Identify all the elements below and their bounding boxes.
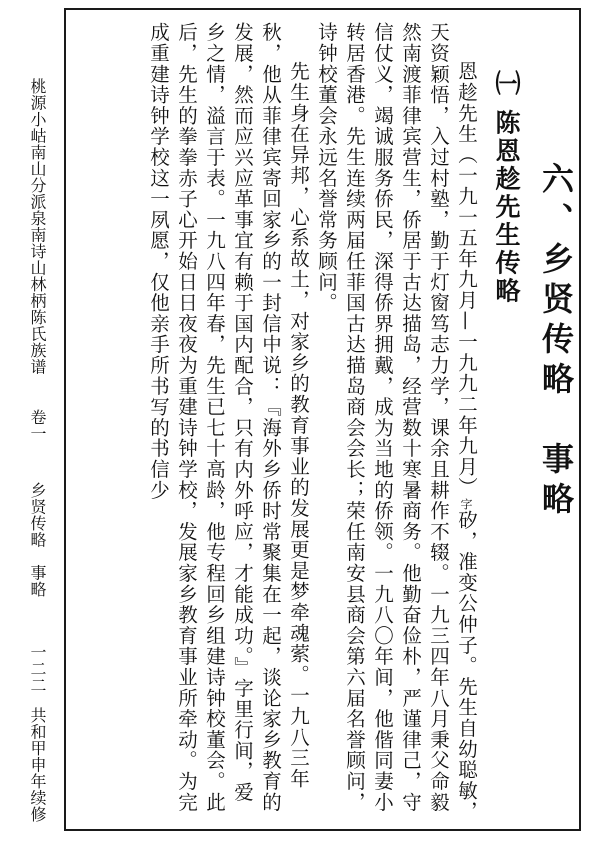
inline-note: 字 — [459, 497, 473, 510]
volume-label: 卷一 — [28, 409, 47, 442]
paragraph-1 — [312, 22, 480, 822]
chapter-title: 六、乡贤传略 事略 — [537, 162, 575, 522]
main-text — [66, 22, 576, 822]
page-number: 一二二 — [28, 643, 47, 693]
paragraph-2: 先生身在异邦，心系故土，对家乡的教育事业的发展更是梦牵魂萦。一九八三年秋，他从菲律宾寄回家乡的一封信中说：『海外乡侨时常聚集在一起，谈论家乡教育的发展，然而应兴应革事宜有赖于国内配合，只有内外呼应，才能成功。』字里行间，爱乡之情，溢言于表。一九八四年春，先生已七十高龄，他专程回乡组建诗钟校董会。此后，先生的拳拳赤子心开始日日夜夜为重建诗钟学校，发展家乡教育事业所牵动。为完成重建诗钟学校这一夙愿，仅他亲手所书写的书信少 — [147, 22, 310, 813]
paragraph-1-lead: 恩趁先生（一九一五年九月—一九九二年九月） — [455, 61, 478, 498]
paragraph-1-body: 矽，准变公仲子。先生自幼聪敏，天资颖悟，入过村塾，勤于灯窗笃志力学，课余且耕作不辍。一九三四年八月秉父命毅然南渡菲律宾营生，侨居于古达描岛，经营数十寒暑商务。他勤奋俭朴，严谨律己，守信仗义，竭诚服务侨民，深得侨界拥戴，成为当地的侨领。一九八〇年间，他偕同妻小转居香港。先生连续两届任菲国古达描岛商会会长；荣任南安县商会第六届名誉顾问，诗钟校董会永远名誉常务顾问。 — [315, 22, 478, 822]
section-title: ㈠ 陈恩趁先生传略 — [492, 70, 521, 306]
book-title: 桃源小岵南山分派泉南诗山林柄陈氏族谱 — [28, 78, 47, 375]
section-label: 乡贤传略 事略 — [28, 482, 47, 598]
edition-label: 共和甲申年续修 — [28, 707, 47, 823]
margin-column — [0, 78, 60, 838]
